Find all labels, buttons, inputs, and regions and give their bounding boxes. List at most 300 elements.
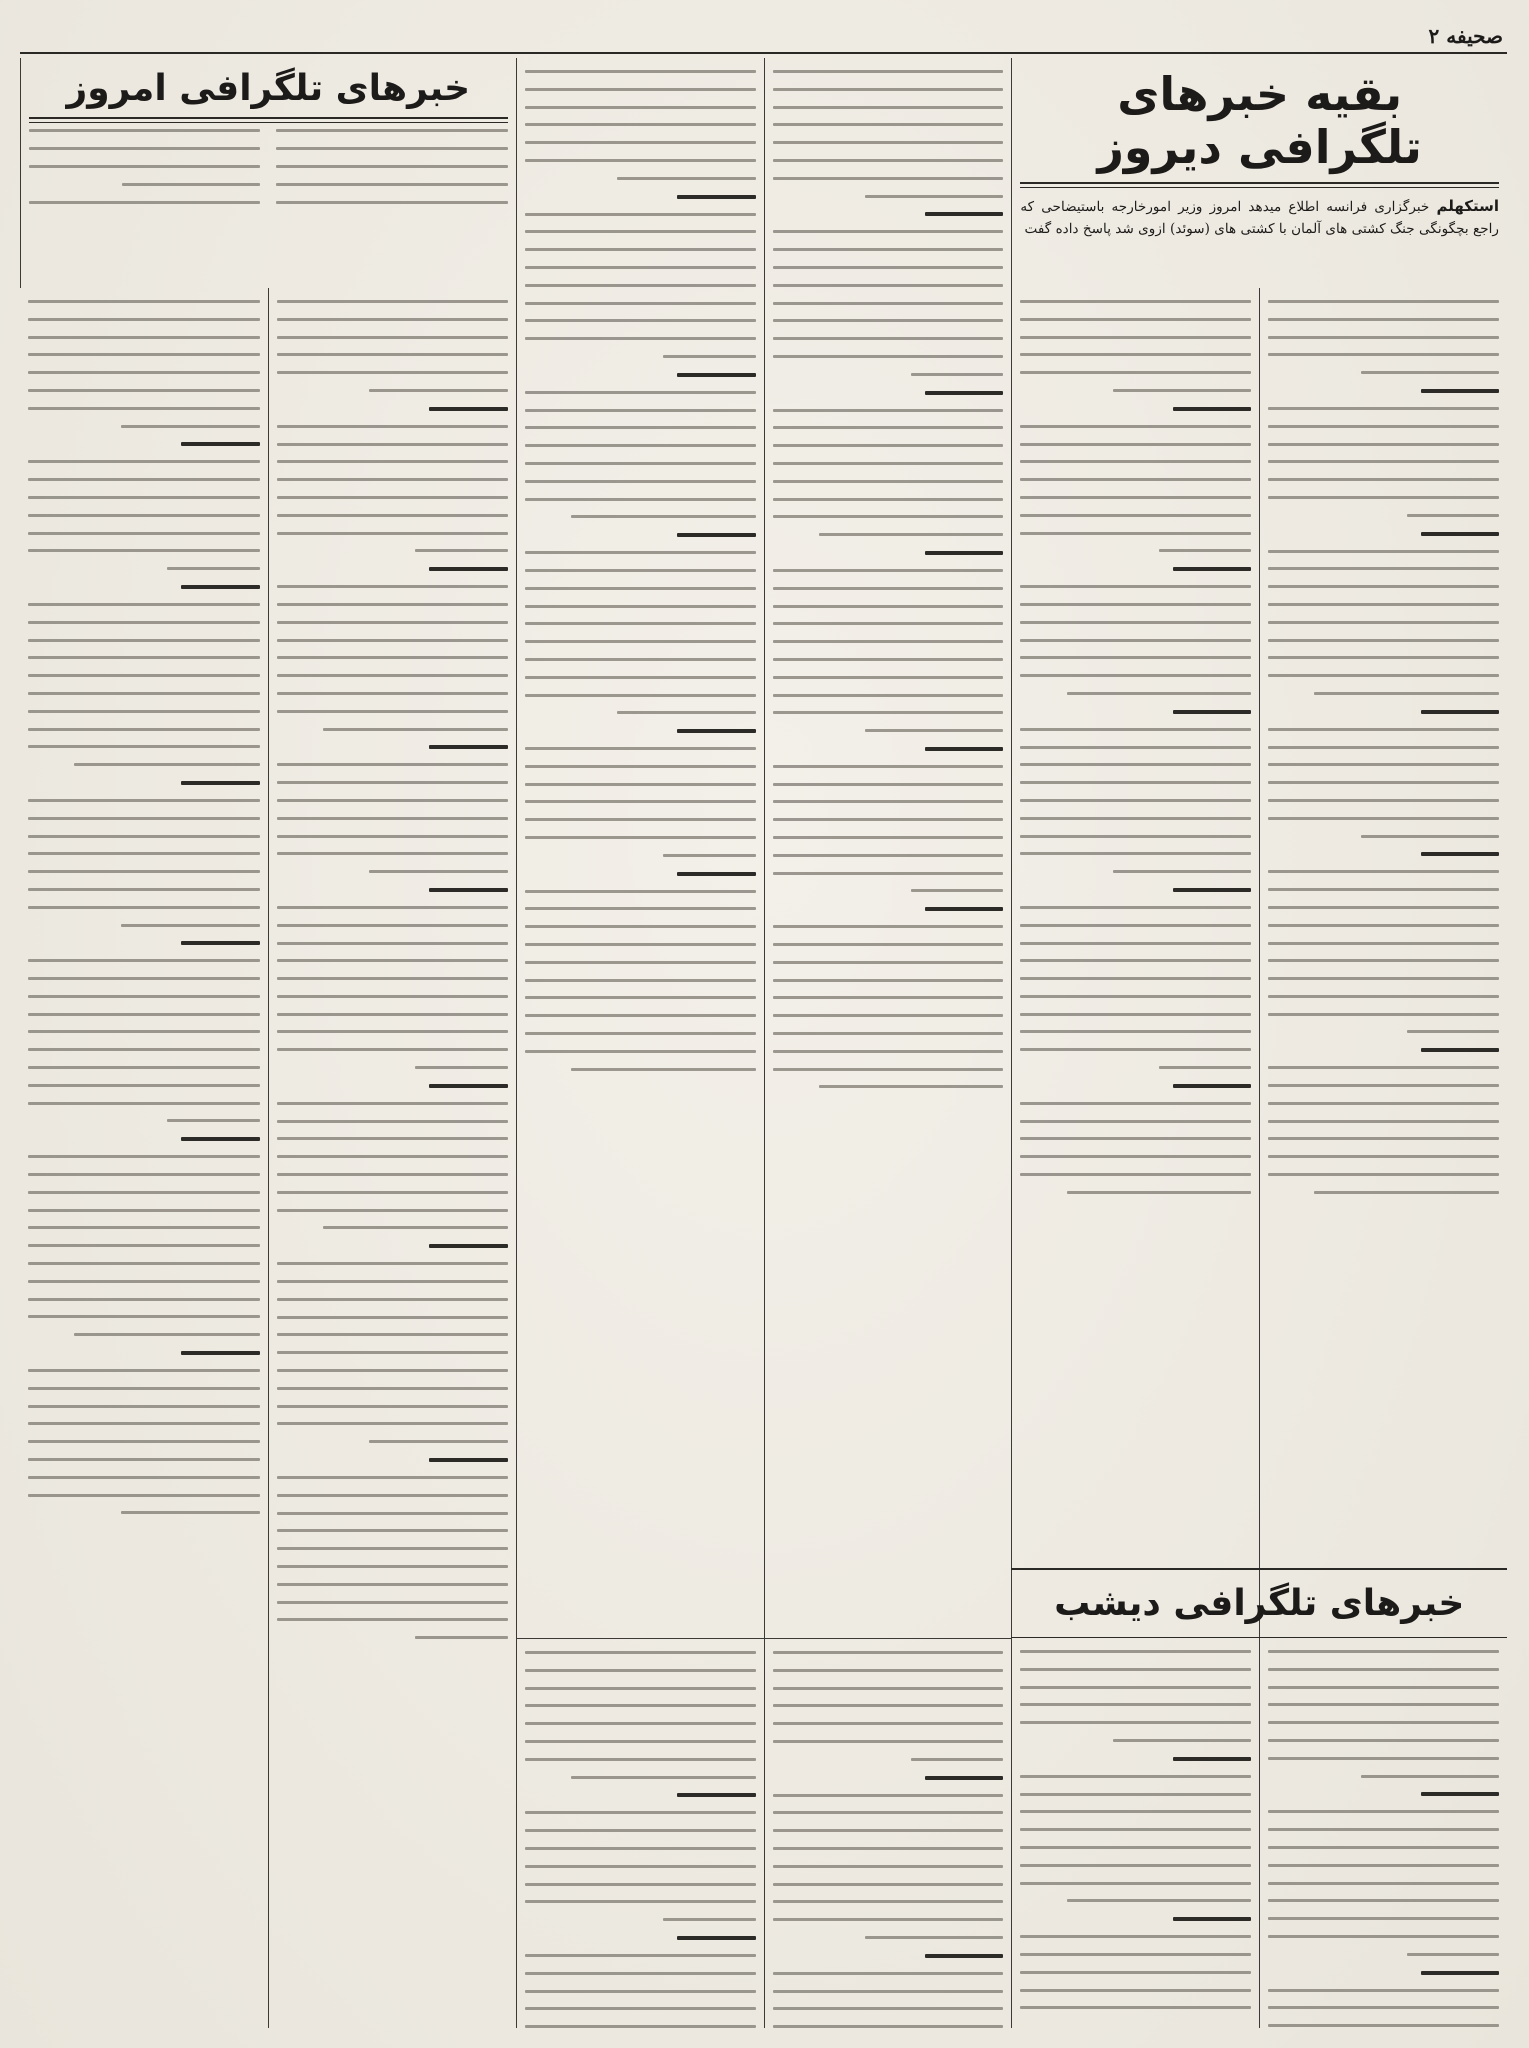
text-line xyxy=(28,977,260,980)
text-line xyxy=(1268,781,1499,784)
text-line xyxy=(525,943,756,946)
text-line xyxy=(525,996,756,999)
text-line xyxy=(1020,1971,1251,1974)
text-line xyxy=(1020,532,1251,535)
text-line xyxy=(74,763,259,766)
text-line xyxy=(1268,639,1499,642)
text-line xyxy=(773,569,1004,572)
bottom-col-2 xyxy=(1011,1638,1259,2028)
dateline xyxy=(677,533,755,537)
text-line xyxy=(525,1811,756,1814)
text-line xyxy=(1113,1739,1251,1742)
text-line xyxy=(1020,1650,1251,1653)
text-line xyxy=(525,747,756,750)
text-line xyxy=(167,567,260,570)
text-line xyxy=(773,426,1004,429)
text-line xyxy=(525,1829,756,1832)
text-line xyxy=(1268,318,1499,321)
column-2 xyxy=(1011,288,1259,1638)
text-line xyxy=(525,319,756,322)
dateline xyxy=(429,745,507,749)
text-line xyxy=(773,1704,1004,1707)
text-line xyxy=(773,818,1004,821)
text-line xyxy=(1268,1864,1499,1867)
text-line xyxy=(28,835,260,838)
text-line xyxy=(773,979,1004,982)
text-line xyxy=(773,88,1004,91)
text-line xyxy=(1268,817,1499,820)
column-3 xyxy=(764,58,1012,1638)
text-line xyxy=(369,870,507,873)
lede-text: خبرگزاری فرانسه اطلاع میدهد امروز وزیر امورخارجه باستیضاحی که راجع بچگونگی جنگ کشتی های آلمان با کشتی های (سوئد) ازوی شد پاسخ داده گفت xyxy=(1020,198,1499,238)
text-line xyxy=(28,674,260,677)
today-header-block xyxy=(20,58,516,288)
text-line xyxy=(1020,799,1251,802)
text-line xyxy=(525,302,756,305)
text-line xyxy=(1268,1846,1499,1849)
text-line xyxy=(28,1173,260,1176)
text-line xyxy=(1020,977,1251,980)
text-line xyxy=(276,183,507,186)
text-line xyxy=(277,924,508,927)
text-line xyxy=(28,407,260,410)
text-line xyxy=(1268,460,1499,463)
text-line xyxy=(773,480,1004,483)
text-line xyxy=(1268,1882,1499,1885)
text-line xyxy=(1020,1030,1251,1033)
text-line xyxy=(1020,906,1251,909)
text-line xyxy=(865,729,1003,732)
text-line xyxy=(1067,1191,1252,1194)
text-line xyxy=(525,1883,756,1886)
column-1-text xyxy=(1268,300,1499,1194)
text-line xyxy=(28,1315,260,1318)
text-line xyxy=(277,1333,508,1336)
text-line xyxy=(525,2007,756,2010)
text-line xyxy=(525,248,756,251)
text-line xyxy=(773,1883,1004,1886)
text-line xyxy=(617,711,756,714)
column-4 xyxy=(516,58,764,1638)
text-line xyxy=(29,201,260,204)
text-line xyxy=(773,355,1004,358)
text-line xyxy=(277,1048,508,1051)
dateline xyxy=(925,551,1003,555)
dateline xyxy=(1173,1757,1251,1761)
dateline xyxy=(181,1351,260,1355)
dateline xyxy=(181,442,260,446)
text-line xyxy=(525,141,756,144)
text-line xyxy=(28,888,260,891)
text-line xyxy=(911,1758,1003,1761)
text-line xyxy=(277,1209,508,1212)
text-line xyxy=(277,942,508,945)
text-line xyxy=(773,872,1004,875)
text-line xyxy=(663,854,755,857)
text-line xyxy=(277,1102,508,1105)
text-line xyxy=(277,443,508,446)
dateline xyxy=(181,585,260,589)
text-line xyxy=(1020,318,1251,321)
text-line xyxy=(1268,1013,1499,1016)
text-line xyxy=(1268,585,1499,588)
text-line xyxy=(525,1669,756,1672)
text-line xyxy=(1268,656,1499,659)
text-line xyxy=(28,1387,260,1390)
text-line xyxy=(28,1280,260,1283)
text-line xyxy=(1314,692,1499,695)
text-line xyxy=(1159,1066,1251,1069)
text-line xyxy=(277,639,508,642)
text-line xyxy=(1020,1668,1251,1671)
text-line xyxy=(277,1137,508,1140)
text-line xyxy=(28,621,260,624)
text-line xyxy=(276,201,507,204)
text-line xyxy=(277,692,508,695)
text-line xyxy=(911,373,1003,376)
text-line xyxy=(525,907,756,910)
text-line xyxy=(28,1244,260,1247)
text-line xyxy=(28,959,260,962)
text-line xyxy=(121,425,260,428)
text-line xyxy=(1020,300,1251,303)
dateline xyxy=(1421,532,1499,536)
text-line xyxy=(415,1636,507,1639)
text-line xyxy=(277,1262,508,1265)
text-line xyxy=(525,498,756,501)
text-line xyxy=(773,1669,1004,1672)
text-line xyxy=(28,460,260,463)
text-line xyxy=(773,1811,1004,1814)
text-line xyxy=(277,1476,508,1479)
text-line xyxy=(277,514,508,517)
text-line xyxy=(28,1084,260,1087)
text-line xyxy=(773,1068,1004,1071)
text-line xyxy=(1268,870,1499,873)
text-line xyxy=(571,515,756,518)
text-line xyxy=(277,763,508,766)
dateline xyxy=(925,391,1003,395)
dateline xyxy=(429,567,507,571)
text-line xyxy=(1020,1120,1251,1123)
text-line xyxy=(277,1191,508,1194)
text-line xyxy=(1268,478,1499,481)
text-line xyxy=(525,444,756,447)
dateline xyxy=(677,872,755,876)
text-line xyxy=(1067,692,1252,695)
text-line xyxy=(28,1440,260,1443)
text-line xyxy=(1268,1935,1499,1938)
text-line xyxy=(525,1651,756,1654)
text-line xyxy=(1268,1686,1499,1689)
text-line xyxy=(1268,959,1499,962)
text-line xyxy=(277,817,508,820)
text-line xyxy=(571,1068,756,1071)
text-line xyxy=(1361,835,1499,838)
text-line xyxy=(773,1918,1004,1921)
text-line xyxy=(525,694,756,697)
text-line xyxy=(1268,1703,1499,1706)
text-line xyxy=(277,1155,508,1158)
dateline xyxy=(1421,852,1499,856)
text-line xyxy=(277,1565,508,1568)
text-line xyxy=(1268,1066,1499,1069)
text-line xyxy=(277,353,508,356)
text-line xyxy=(1268,674,1499,677)
text-line xyxy=(1020,763,1251,766)
column-1 xyxy=(1259,288,1507,1638)
text-line xyxy=(277,585,508,588)
text-line xyxy=(1268,1917,1499,1920)
text-line xyxy=(525,213,756,216)
text-line xyxy=(1268,2006,1499,2009)
text-line xyxy=(28,496,260,499)
text-line xyxy=(28,1298,260,1301)
text-line xyxy=(773,1865,1004,1868)
text-line xyxy=(1020,443,1251,446)
page-header xyxy=(20,18,1507,54)
text-line xyxy=(1020,371,1251,374)
text-line xyxy=(1268,603,1499,606)
bottom-col-1 xyxy=(1259,1638,1507,2028)
text-line xyxy=(1268,1173,1499,1176)
text-line xyxy=(276,165,507,168)
text-line xyxy=(277,995,508,998)
text-line xyxy=(74,1333,259,1336)
text-line xyxy=(773,1794,1004,1797)
text-line xyxy=(277,656,508,659)
text-line xyxy=(773,106,1004,109)
dateline xyxy=(1173,407,1251,411)
dateline xyxy=(677,729,755,733)
text-line xyxy=(1407,1953,1499,1956)
dateline xyxy=(1421,710,1499,714)
text-line xyxy=(773,177,1004,180)
text-line xyxy=(1020,1810,1251,1813)
text-line xyxy=(1268,1137,1499,1140)
text-line xyxy=(1020,1935,1251,1938)
dateline xyxy=(677,373,755,377)
text-line xyxy=(277,425,508,428)
text-line xyxy=(1020,1013,1251,1016)
text-line xyxy=(1268,621,1499,624)
text-line xyxy=(663,1918,755,1921)
text-line xyxy=(277,852,508,855)
text-line xyxy=(525,2025,756,2028)
text-line xyxy=(525,1758,756,1761)
text-line xyxy=(277,1422,508,1425)
text-line xyxy=(28,514,260,517)
dateline xyxy=(1173,888,1251,892)
text-line xyxy=(525,1900,756,1903)
dateline xyxy=(925,1954,1003,1958)
text-line xyxy=(28,336,260,339)
text-line xyxy=(617,177,756,180)
text-line xyxy=(28,318,260,321)
text-line xyxy=(277,1512,508,1515)
text-line xyxy=(29,165,260,168)
text-line xyxy=(773,1050,1004,1053)
dateline xyxy=(181,941,260,945)
text-line xyxy=(277,1280,508,1283)
text-line xyxy=(277,336,508,339)
text-line xyxy=(525,587,756,590)
dateline xyxy=(925,212,1003,216)
lede-paragraph xyxy=(1020,194,1499,240)
text-line xyxy=(277,1529,508,1532)
text-line xyxy=(28,300,260,303)
text-line xyxy=(28,870,260,873)
text-line xyxy=(1020,852,1251,855)
text-line xyxy=(277,799,508,802)
text-line xyxy=(773,2025,1004,2028)
text-line xyxy=(773,1740,1004,1743)
text-line xyxy=(28,906,260,909)
text-line xyxy=(525,1704,756,1707)
page-number: صحیفه ۲ xyxy=(1428,24,1503,48)
text-line xyxy=(277,1547,508,1550)
text-line xyxy=(1268,1668,1499,1671)
text-line xyxy=(773,1900,1004,1903)
last-night-header xyxy=(1011,1568,1507,1638)
column-6-text xyxy=(28,300,260,1514)
text-line xyxy=(525,800,756,803)
text-line xyxy=(773,605,1004,608)
text-line xyxy=(277,300,508,303)
text-line xyxy=(1407,1030,1499,1033)
text-line xyxy=(369,1440,507,1443)
text-line xyxy=(1020,425,1251,428)
text-line xyxy=(277,781,508,784)
dateline xyxy=(925,747,1003,751)
text-line xyxy=(1020,1703,1251,1706)
dateline xyxy=(429,1244,507,1248)
dateline xyxy=(1421,1048,1499,1052)
column-6 xyxy=(20,288,268,2028)
text-line xyxy=(525,1847,756,1850)
text-line xyxy=(1268,1155,1499,1158)
text-line xyxy=(1020,959,1251,962)
text-line xyxy=(1268,1757,1499,1760)
text-line xyxy=(323,1226,508,1229)
text-line xyxy=(1020,2006,1251,2009)
text-line xyxy=(1268,407,1499,410)
text-line xyxy=(277,318,508,321)
text-line xyxy=(773,302,1004,305)
text-line xyxy=(1020,1686,1251,1689)
text-line xyxy=(28,478,260,481)
text-line xyxy=(1113,389,1251,392)
text-line xyxy=(1268,888,1499,891)
text-line xyxy=(773,266,1004,269)
text-line xyxy=(773,337,1004,340)
text-line xyxy=(773,1847,1004,1850)
text-line xyxy=(525,409,756,412)
text-line xyxy=(525,1954,756,1957)
text-line xyxy=(1268,1810,1499,1813)
text-line xyxy=(1268,1899,1499,1902)
lede-city: استکهلم xyxy=(1436,196,1499,215)
text-line xyxy=(277,621,508,624)
text-line xyxy=(1159,549,1251,552)
text-line xyxy=(1020,621,1251,624)
text-line xyxy=(1268,336,1499,339)
today-headline-rule xyxy=(29,117,508,123)
text-line xyxy=(1407,514,1499,517)
text-line xyxy=(865,195,1003,198)
text-line xyxy=(1268,728,1499,731)
text-line xyxy=(663,355,755,358)
text-line xyxy=(773,515,1004,518)
dateline xyxy=(925,1776,1003,1780)
text-line xyxy=(773,925,1004,928)
text-line xyxy=(525,337,756,340)
text-line xyxy=(1020,1864,1251,1867)
text-line xyxy=(1020,995,1251,998)
text-line xyxy=(525,391,756,394)
text-line xyxy=(525,159,756,162)
text-line xyxy=(1268,300,1499,303)
text-line xyxy=(1361,1775,1499,1778)
text-line xyxy=(277,1618,508,1621)
text-line xyxy=(525,106,756,109)
text-line xyxy=(1268,1989,1499,1992)
text-line xyxy=(525,961,756,964)
text-line xyxy=(1268,1084,1499,1087)
today-lede-text xyxy=(29,129,508,218)
text-line xyxy=(773,462,1004,465)
dateline xyxy=(429,888,507,892)
text-line xyxy=(29,147,260,150)
text-line xyxy=(28,1476,260,1479)
text-line xyxy=(525,640,756,643)
text-line xyxy=(525,783,756,786)
text-line xyxy=(277,1298,508,1301)
text-line xyxy=(1020,1048,1251,1051)
text-line xyxy=(1268,995,1499,998)
article-grid xyxy=(20,58,1507,2028)
text-line xyxy=(773,854,1004,857)
dateline xyxy=(429,407,507,411)
text-line xyxy=(1020,1137,1251,1140)
text-line xyxy=(525,284,756,287)
text-line xyxy=(28,1191,260,1194)
text-line xyxy=(277,674,508,677)
text-line xyxy=(277,1369,508,1372)
text-line xyxy=(773,141,1004,144)
text-line xyxy=(277,977,508,980)
text-line xyxy=(28,1066,260,1069)
text-line xyxy=(277,1351,508,1354)
text-line xyxy=(28,710,260,713)
headline-yesterday: بقیه خبرهای تلگرافی دیروز xyxy=(1097,67,1422,174)
text-line xyxy=(277,478,508,481)
text-line xyxy=(773,996,1004,999)
dateline xyxy=(677,1936,755,1940)
text-line xyxy=(773,640,1004,643)
text-line xyxy=(1020,1102,1251,1105)
dateline xyxy=(429,1458,507,1462)
text-line xyxy=(29,129,260,132)
text-line xyxy=(773,765,1004,768)
text-line xyxy=(1020,1989,1251,1992)
text-line xyxy=(1020,603,1251,606)
text-line xyxy=(1268,799,1499,802)
text-line xyxy=(773,961,1004,964)
column-2-text xyxy=(1020,300,1251,1194)
dateline xyxy=(1173,1084,1251,1088)
text-line xyxy=(525,569,756,572)
